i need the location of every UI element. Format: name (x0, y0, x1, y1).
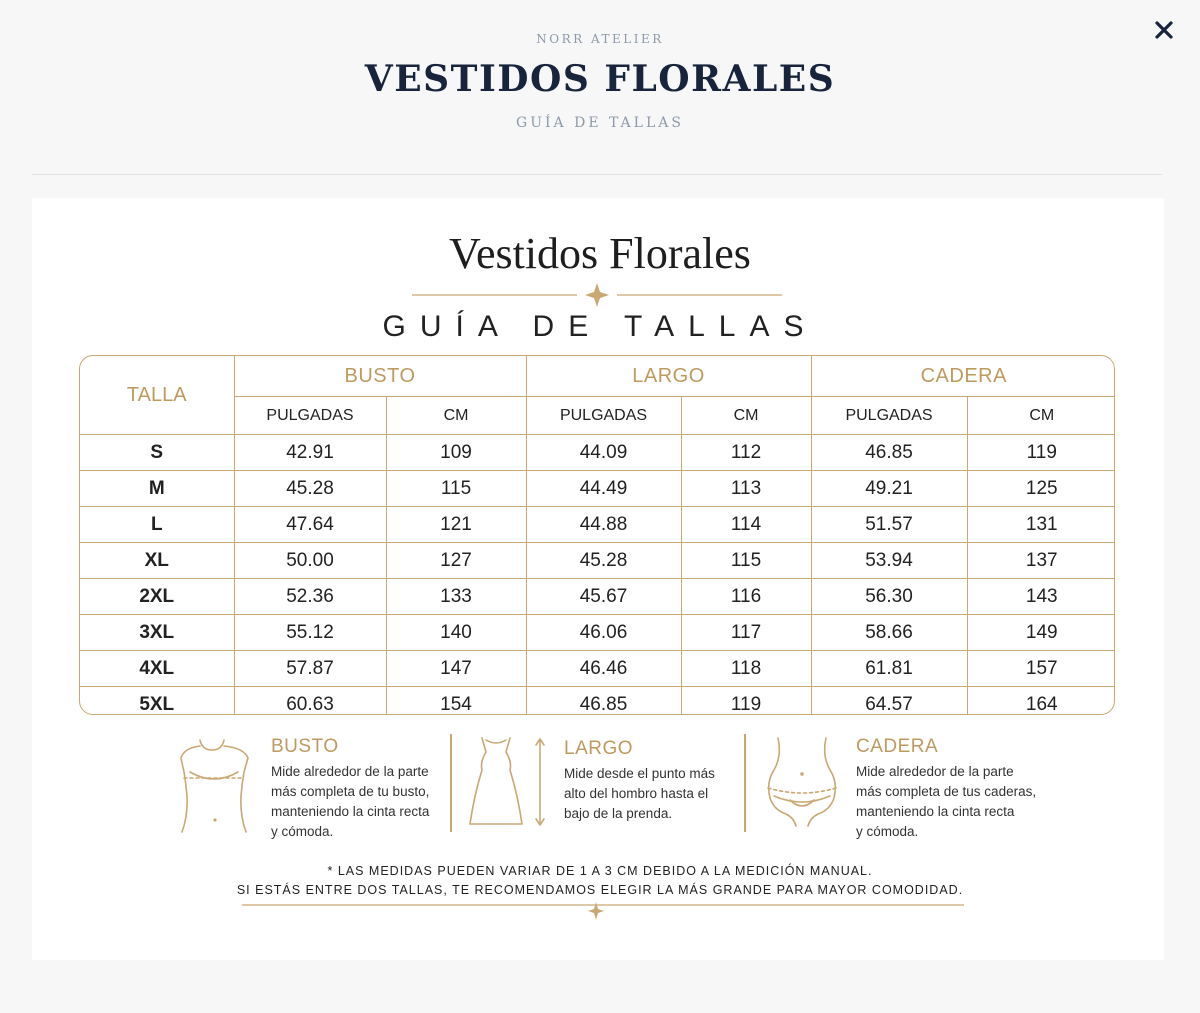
table-cell: 157 (967, 651, 1115, 687)
guide-busto-line: Mide alrededor de la parte (271, 764, 429, 779)
guide-busto-line: más completa de tu busto, (271, 784, 430, 799)
table-cell: 143 (967, 579, 1115, 615)
guide-busto-line: manteniendo la cinta recta (271, 804, 430, 819)
table-cell: 44.49 (526, 471, 681, 507)
table-cell: 47.64 (234, 507, 386, 543)
table-cell: 149 (967, 615, 1115, 651)
table-cell: 113 (681, 471, 811, 507)
size-column-header: TALLA (80, 356, 234, 435)
table-cell: 42.91 (234, 435, 386, 471)
size-rows (80, 435, 1115, 716)
chart-subtitle: GUÍA DE TALLAS (382, 310, 818, 343)
table-cell: 133 (386, 579, 526, 615)
table-cell: 112 (681, 435, 811, 471)
close-icon (1154, 20, 1174, 40)
table-cell: 109 (386, 435, 526, 471)
bust-measure-icon (178, 736, 252, 836)
guide-largo-line: Mide desde el punto más (564, 766, 715, 781)
size-label: XL (80, 543, 234, 579)
unit-header: CM (681, 397, 811, 435)
guide-cadera-line: más completa de tus caderas, (856, 784, 1037, 799)
table-cell: 164 (967, 687, 1115, 716)
dress-length-icon (468, 736, 554, 828)
guide-cadera-line: Mide alrededor de la parte (856, 764, 1014, 779)
table-row (80, 507, 1115, 543)
guide-largo-line: bajo de la prenda. (564, 806, 673, 821)
table-row (80, 651, 1115, 687)
table-cell: 64.57 (811, 687, 967, 716)
footnote-recommendation: SI ESTÁS ENTRE DOS TALLAS, TE RECOMENDAMOS ELEGIR LA MÁS GRANDE PARA MAYOR COMODIDAD. (236, 883, 964, 897)
table-cell: 46.85 (811, 435, 967, 471)
table-cell: 46.46 (526, 651, 681, 687)
footnote-variation: * LAS MEDIDAS PUEDEN VARIAR DE 1 A 3 CM DEBIDO A LA MEDICIÓN MANUAL. (327, 864, 873, 878)
table-row (80, 543, 1115, 579)
table-cell: 49.21 (811, 471, 967, 507)
guide-cadera-title: CADERA (856, 736, 939, 757)
table-cell: 45.28 (526, 543, 681, 579)
table-cell: 46.06 (526, 615, 681, 651)
modal-header (0, 0, 1200, 176)
guide-largo-text (564, 764, 754, 824)
table-cell: 140 (386, 615, 526, 651)
table-row (80, 615, 1115, 651)
unit-header: PULGADAS (234, 397, 386, 435)
star-ornament-icon (412, 282, 782, 308)
table-cell: 127 (386, 543, 526, 579)
table-cell: 118 (681, 651, 811, 687)
table-row (80, 435, 1115, 471)
size-label: 5XL (80, 687, 234, 716)
table-cell: 51.57 (811, 507, 967, 543)
unit-header: CM (386, 397, 526, 435)
table-cell: 117 (681, 615, 811, 651)
header-divider (32, 174, 1162, 175)
table-cell: 115 (386, 471, 526, 507)
guide-cadera-line: manteniendo la cinta recta (856, 804, 1015, 819)
guide-divider (744, 734, 746, 832)
close-button[interactable] (1148, 14, 1180, 46)
table-cell: 57.87 (234, 651, 386, 687)
table-cell: 60.63 (234, 687, 386, 716)
guide-largo-line: alto del hombro hasta el (564, 786, 709, 801)
table-row (80, 579, 1115, 615)
guide-cadera-text (856, 762, 1056, 842)
table-cell: 58.66 (811, 615, 967, 651)
table-cell: 52.36 (234, 579, 386, 615)
unit-header: PULGADAS (811, 397, 967, 435)
table-cell: 137 (967, 543, 1115, 579)
table-cell: 114 (681, 507, 811, 543)
table-cell: 44.88 (526, 507, 681, 543)
chart-title: Vestidos Florales (449, 229, 751, 278)
table-row (80, 471, 1115, 507)
group-header-busto: BUSTO (234, 356, 526, 397)
table-cell: 56.30 (811, 579, 967, 615)
brand-name: NORR ATELIER (536, 32, 664, 46)
table-cell: 46.85 (526, 687, 681, 716)
table-cell: 45.67 (526, 579, 681, 615)
table-cell: 116 (681, 579, 811, 615)
size-label: 4XL (80, 651, 234, 687)
table-cell: 61.81 (811, 651, 967, 687)
guide-largo-title: LARGO (564, 738, 634, 759)
guide-busto-text (271, 762, 461, 842)
unit-header: PULGADAS (526, 397, 681, 435)
table-cell: 131 (967, 507, 1115, 543)
guide-cadera-line: y cómoda. (856, 824, 919, 839)
guide-divider (450, 734, 452, 832)
table-cell: 55.12 (234, 615, 386, 651)
table-cell: 53.94 (811, 543, 967, 579)
table-cell: 154 (386, 687, 526, 716)
table-cell: 121 (386, 507, 526, 543)
table-cell: 125 (967, 471, 1115, 507)
size-label: 2XL (80, 579, 234, 615)
size-label: S (80, 435, 234, 471)
table-cell: 50.00 (234, 543, 386, 579)
group-header-largo: LARGO (526, 356, 811, 397)
size-label: L (80, 507, 234, 543)
size-table (79, 355, 1115, 715)
table-cell: 119 (967, 435, 1115, 471)
table-cell: 147 (386, 651, 526, 687)
table-cell: 44.09 (526, 435, 681, 471)
table-cell: 115 (681, 543, 811, 579)
size-label: 3XL (80, 615, 234, 651)
table-cell: 119 (681, 687, 811, 716)
guide-busto-line: y cómoda. (271, 824, 334, 839)
modal-title: VESTIDOS FLORALES (364, 58, 836, 100)
modal-subtitle: GUÍA DE TALLAS (516, 115, 684, 131)
guide-busto-title: BUSTO (271, 736, 339, 757)
table-row (80, 687, 1115, 716)
bottom-star-ornament-icon (242, 900, 964, 920)
size-label: M (80, 471, 234, 507)
hip-measure-icon (764, 736, 840, 828)
unit-header: CM (967, 397, 1115, 435)
group-header-cadera: CADERA (811, 356, 1115, 397)
table-cell: 45.28 (234, 471, 386, 507)
